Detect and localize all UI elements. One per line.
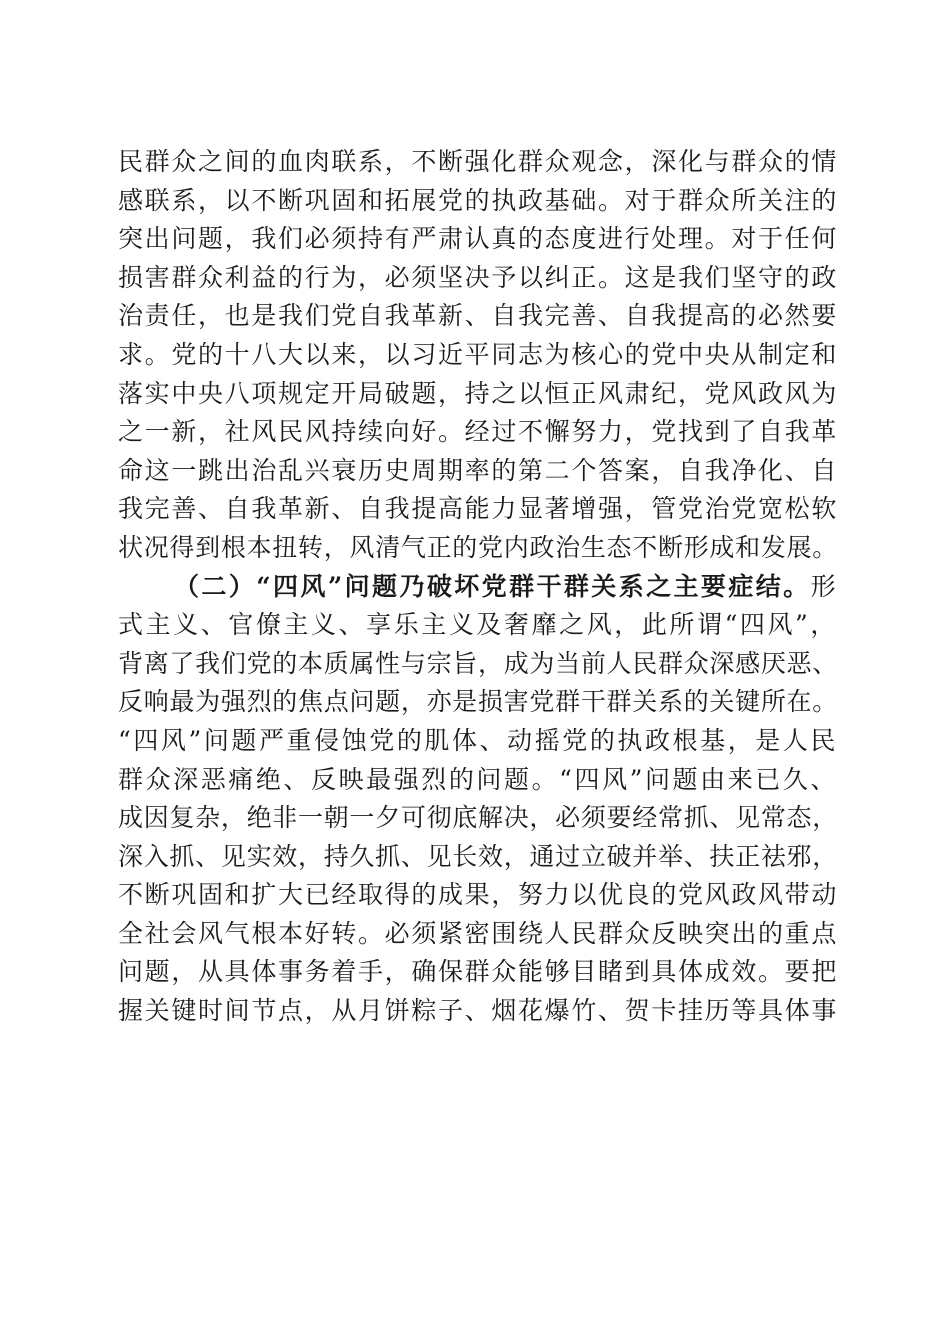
line-text: 突出问题，我们必须持有严肃认真的态度进行处理。对于任何 <box>118 224 838 254</box>
line-text: 全社会风气根本好转。必须紧密围绕人民群众反映突出的重点 <box>118 918 838 948</box>
paragraph-1 <box>118 143 838 568</box>
text-line <box>118 297 838 336</box>
line-text: 损害群众利益的行为，必须坚决予以纠正。这是我们坚守的政 <box>118 262 838 292</box>
text-line <box>118 915 838 954</box>
text-line <box>118 490 838 529</box>
line-text: 状况得到根本扭转，风清气正的党内政治生态不断形成和发展。 <box>118 532 838 562</box>
text-line <box>118 606 838 645</box>
text-line <box>118 413 838 452</box>
text-line <box>118 992 838 1031</box>
line-text: 民群众之间的血肉联系，不断强化群众观念，深化与群众的情 <box>118 147 838 176</box>
line-text: 形 <box>810 571 838 601</box>
text-line <box>118 761 838 800</box>
line-text: 式主义、官僚主义、享乐主义及奢靡之风，此所谓“四风”， <box>118 610 838 640</box>
line-text: 群众深恶痛绝、反映最强烈的问题。“四风”问题由来已久、 <box>118 764 838 794</box>
text-line <box>118 722 838 761</box>
line-text: 命这一跳出治乱兴衰历史周期率的第二个答案，自我净化、自 <box>118 455 838 485</box>
text-line <box>118 452 838 491</box>
text-line <box>118 220 838 259</box>
text-line <box>118 529 838 568</box>
text-line <box>118 182 838 221</box>
section-heading-line <box>118 568 838 607</box>
line-text: 求。党的十八大以来，以习近平同志为核心的党中央从制定和 <box>118 339 838 369</box>
text-line <box>118 799 838 838</box>
text-line <box>118 143 838 182</box>
text-line <box>118 259 838 298</box>
line-text: 不断巩固和扩大已经取得的成果，努力以优良的党风政风带动 <box>118 880 838 910</box>
line-text: 问题，从具体事务着手，确保群众能够目睹到具体成效。要把 <box>118 957 838 987</box>
document-body <box>118 143 838 1031</box>
text-line <box>118 876 838 915</box>
line-text: 深入抓、见实效，持久抓、见长效，通过立破并举、扶正祛邪， <box>118 841 838 871</box>
line-text: 握关键时间节点，从月饼粽子、烟花爆竹、贺卡挂历等具体事 <box>118 996 838 1026</box>
line-text: 之一新，社风民风持续向好。经过不懈努力，党找到了自我革 <box>118 417 838 447</box>
section-heading: （二）“四风”问题乃破坏党群干群关系之主要症结。 <box>174 571 811 601</box>
line-text: 治责任，也是我们党自我革新、自我完善、自我提高的必然要 <box>118 301 838 331</box>
text-line <box>118 683 838 722</box>
text-line <box>118 838 838 877</box>
text-line <box>118 375 838 414</box>
line-text: 背离了我们党的本质属性与宗旨，成为当前人民群众深感厌恶、 <box>118 648 838 678</box>
line-text: 感联系，以不断巩固和拓展党的执政基础。对于群众所关注的 <box>118 185 838 215</box>
paragraph-2 <box>118 568 838 1031</box>
text-line <box>118 953 838 992</box>
line-text: 我完善、自我革新、自我提高能力显著增强，管党治党宽松软 <box>118 494 838 524</box>
text-line <box>118 336 838 375</box>
line-text: 反响最为强烈的焦点问题，亦是损害党群干群关系的关键所在。 <box>118 687 838 717</box>
line-text: 成因复杂，绝非一朝一夕可彻底解决，必须要经常抓、见常态， <box>118 803 838 833</box>
text-line <box>118 645 838 684</box>
line-text: 落实中央八项规定开局破题，持之以恒正风肃纪，党风政风为 <box>118 378 838 408</box>
line-text: “四风”问题严重侵蚀党的肌体、动摇党的执政根基，是人民 <box>118 725 838 755</box>
